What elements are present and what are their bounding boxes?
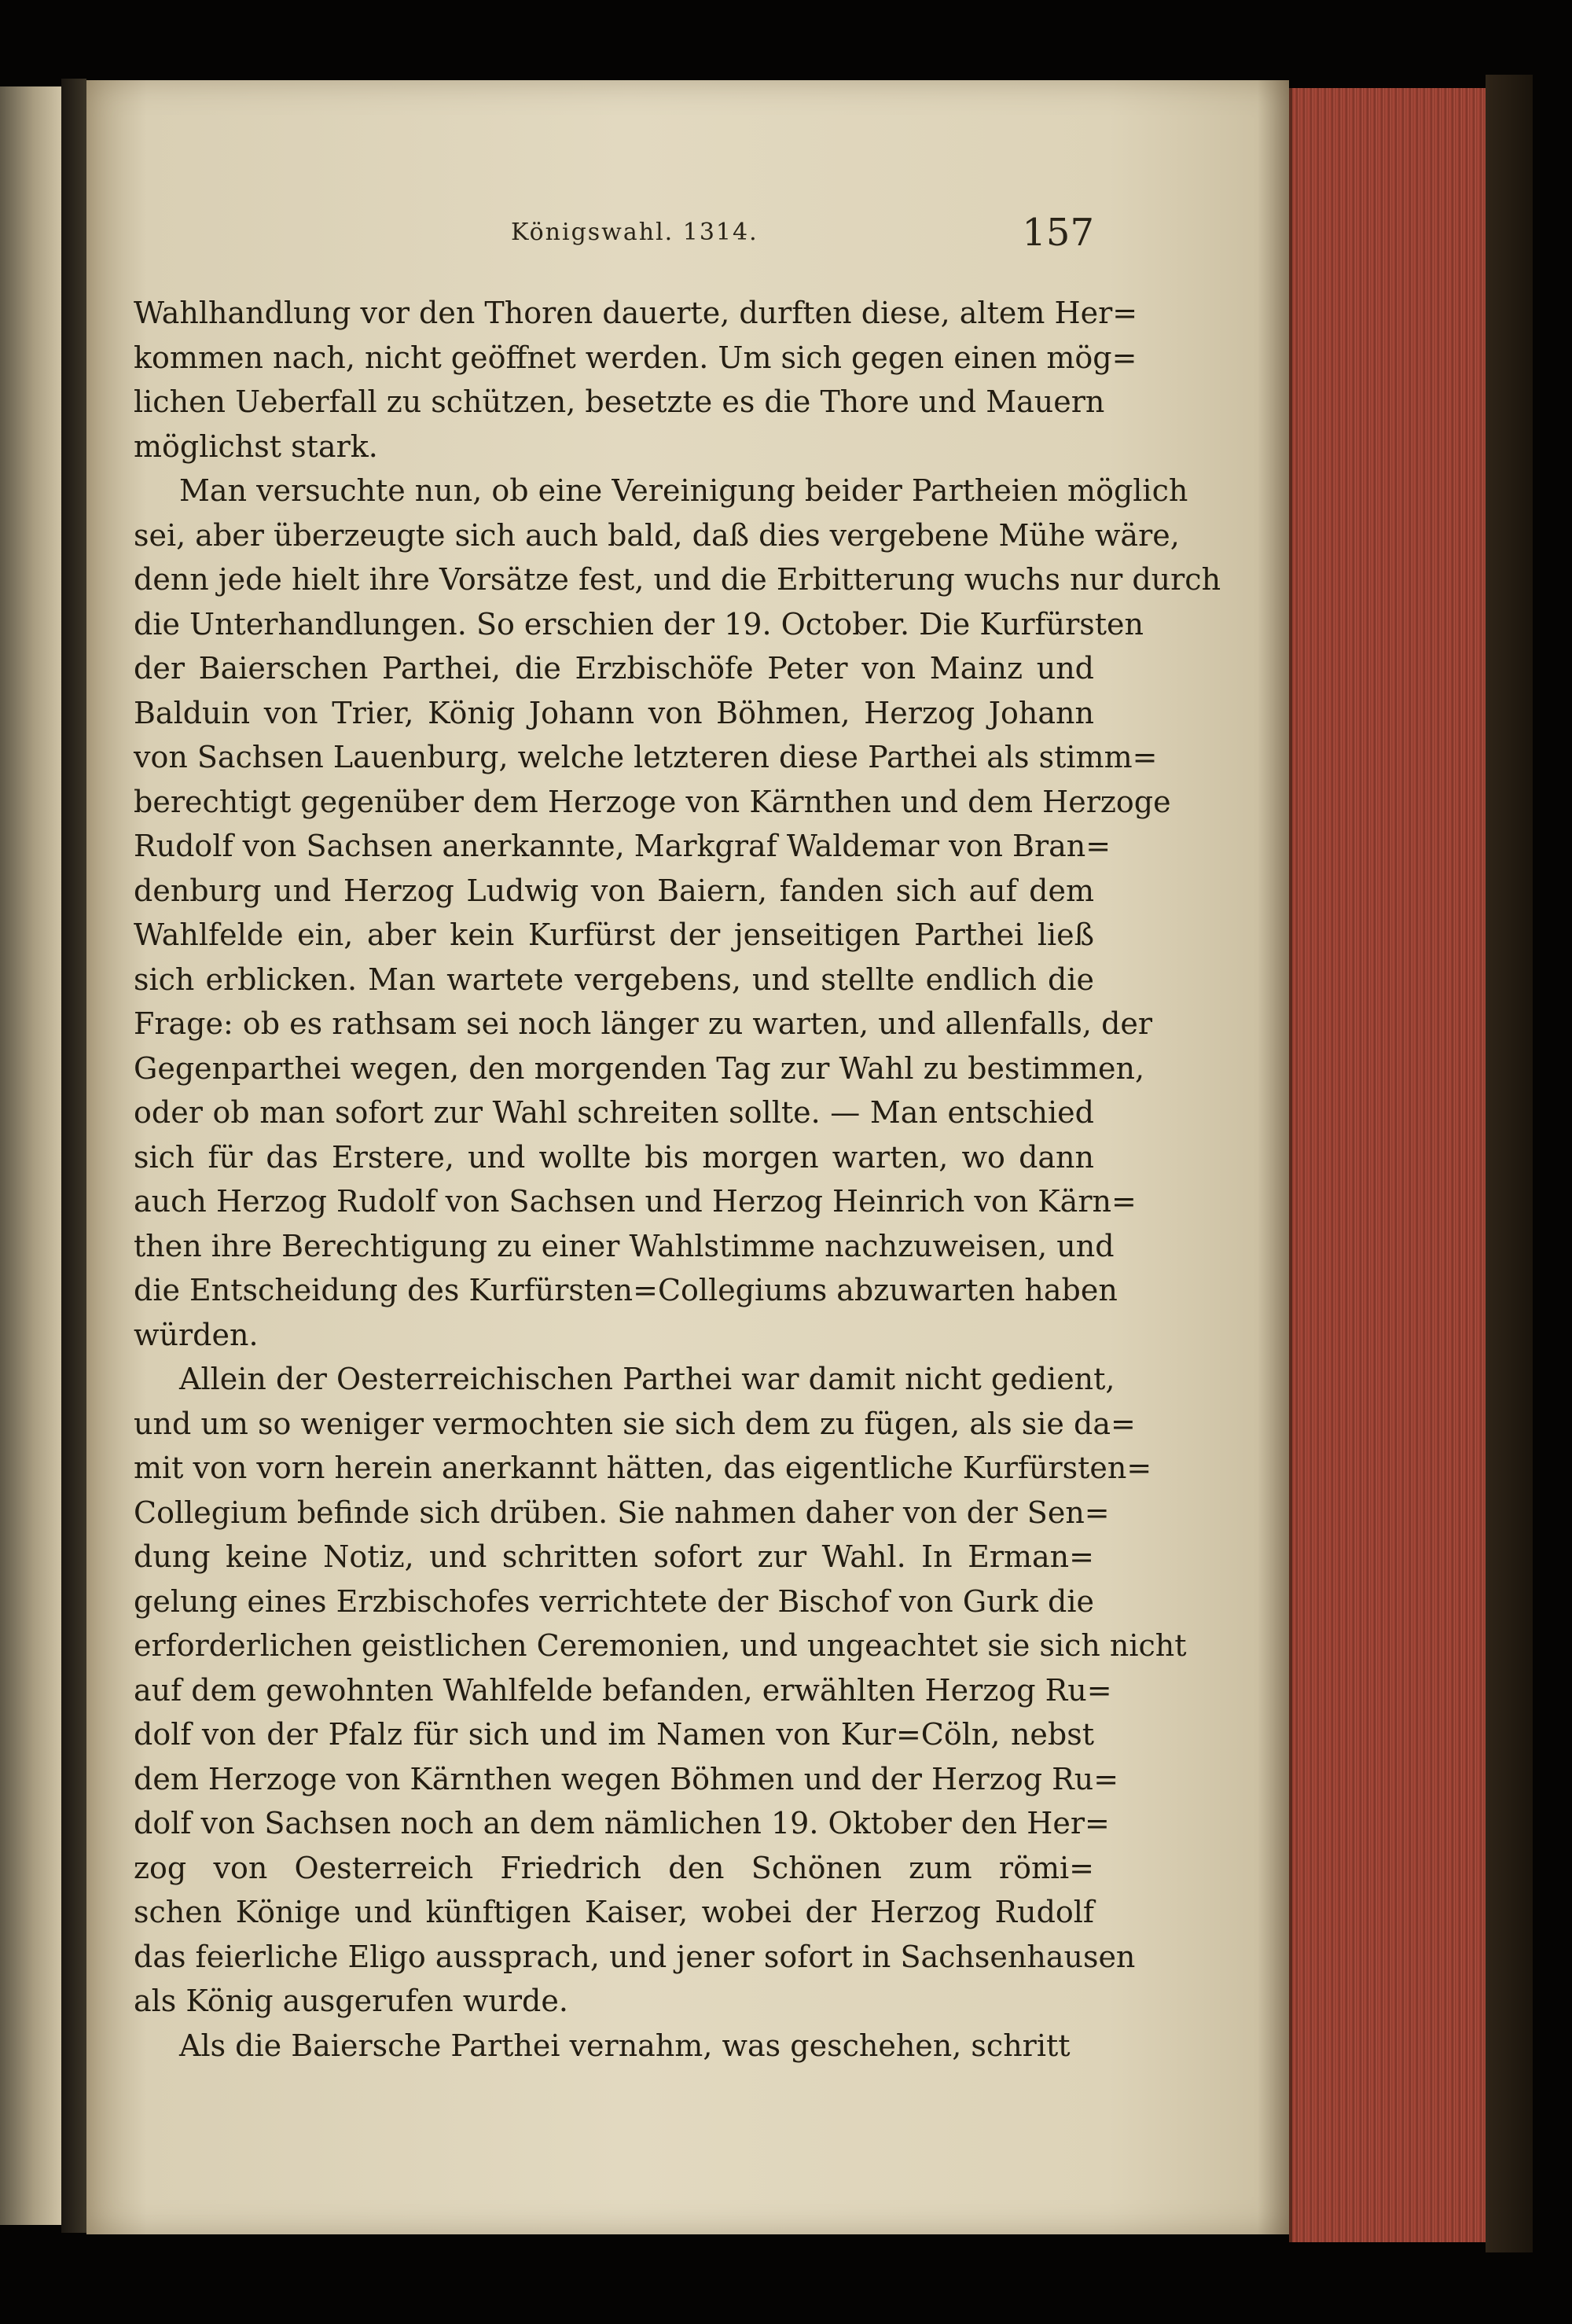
text-line: möglichst stark. <box>134 428 378 464</box>
text-line: Man versuchte nun, ob eine Vereinigung beider Partheien möglich <box>179 473 1188 508</box>
text-line: dung keine Notiz, und schritten sofort zur Wahl. In Erman= <box>134 1539 1094 1574</box>
text-line: Rudolf von Sachsen anerkannte, Markgraf Waldemar von Bran= <box>134 829 1111 863</box>
text-line: dolf von der Pfalz für sich und im Namen von Kur=Cöln, nebst <box>134 1717 1094 1752</box>
text-line: der Baierschen Parthei, die Erzbischöfe Peter von Mainz und <box>134 651 1094 686</box>
running-head: Königswahl. 1314. <box>511 219 758 246</box>
previous-page-edge <box>0 86 61 2225</box>
text-line: die Entscheidung des Kurfürsten=Collegiums abzuwarten haben <box>134 1273 1118 1307</box>
text-line: sich für das Erstere, und wollte bis morgen warten, wo dann <box>134 1139 1094 1175</box>
book-gutter <box>61 79 86 2233</box>
text-line: und um so weniger vermochten sie sich dem zu fügen, als sie da= <box>134 1406 1136 1441</box>
text-line: then ihre Berechtigung zu einer Wahlstimme nachzuweisen, und <box>134 1228 1115 1263</box>
page-shadow <box>1258 80 1289 2234</box>
page-block-edges <box>1289 88 1489 2242</box>
text-line: sich erblicken. Man wartete vergebens, und stellte endlich die <box>134 962 1094 997</box>
text-line: lichen Ueberfall zu schützen, besetzte es die Thore und Mauern <box>134 384 1105 419</box>
text-line: denn jede hielt ihre Vorsätze fest, und die Erbitterung wuchs nur durch <box>134 562 1221 597</box>
text-line: Balduin von Trier, König Johann von Böhmen, Herzog Johann <box>134 695 1094 730</box>
text-line: Wahlfelde ein, aber kein Kurfürst der jenseitigen Parthei ließ <box>134 917 1094 952</box>
text-line: dem Herzoge von Kärnthen wegen Böhmen und der Herzog Ru= <box>134 1761 1119 1796</box>
text-line: auf dem gewohnten Wahlfelde befanden, erwählten Herzog Ru= <box>134 1672 1112 1708</box>
text-line: die Unterhandlungen. So erschien der 19. October. Die Kurfürsten <box>134 606 1144 642</box>
text-line: Wahlhandlung vor den Thoren dauerte, durften diese, altem Her= <box>134 296 1138 330</box>
text-line: das feierliche Eligo aussprach, und jener sofort in Sachsenhausen <box>134 1939 1136 1974</box>
text-line: erforderlichen geistlichen Ceremonien, und ungeachtet sie sich nicht <box>134 1628 1187 1663</box>
text-line: von Sachsen Lauenburg, welche letzteren diese Parthei als stimm= <box>134 740 1158 774</box>
text-line: dolf von Sachsen noch an dem nämlichen 19. Oktober den Her= <box>134 1806 1110 1840</box>
text-line: zog von Oesterreich Friedrich den Schönen zum römi= <box>134 1850 1094 1885</box>
text-line: Gegenparthei wegen, den morgenden Tag zur Wahl zu bestimmen, <box>134 1050 1145 1086</box>
text-line: Collegium befinde sich drüben. Sie nahmen daher von der Sen= <box>134 1495 1110 1530</box>
text-line: schen Könige und künftigen Kaiser, wobei der Herzog Rudolf <box>134 1895 1094 1929</box>
text-line: auch Herzog Rudolf von Sachsen und Herzog Heinrich von Kärn= <box>134 1184 1137 1219</box>
text-line: mit von vorn herein anerkannt hätten, das eigentliche Kurfürsten= <box>134 1451 1152 1485</box>
text-line: oder ob man sofort zur Wahl schreiten sollte. — Man entschied <box>134 1095 1094 1130</box>
text-line: sei, aber überzeugte sich auch bald, daß dies vergebene Mühe wäre, <box>134 517 1180 553</box>
text-line: als König ausgerufen wurde. <box>134 1984 568 2018</box>
page-header <box>134 211 1094 266</box>
text-line: Als die Baiersche Parthei vernahm, was geschehen, schritt <box>179 2028 1071 2063</box>
text-line: gelung eines Erzbischofes verrichtete der Bischof von Gurk die <box>134 1583 1094 1619</box>
text-line: kommen nach, nicht geöffnet werden. Um sich gegen einen mög= <box>134 340 1137 375</box>
text-line: denburg und Herzog Ludwig von Baiern, fanden sich auf dem <box>134 873 1094 908</box>
text-line: berechtigt gegenüber dem Herzoge von Kärnthen und dem Herzoge <box>134 784 1171 819</box>
body-text <box>134 291 1221 2068</box>
book-cover <box>1486 75 1533 2252</box>
text-line: würden. <box>134 1317 259 1352</box>
text-line: Allein der Oesterreichischen Parthei war damit nicht gedient, <box>179 1362 1115 1396</box>
page-number: 157 <box>1022 211 1094 255</box>
text-line: Frage: ob es rathsam sei noch länger zu warten, und allenfalls, der <box>134 1006 1153 1041</box>
